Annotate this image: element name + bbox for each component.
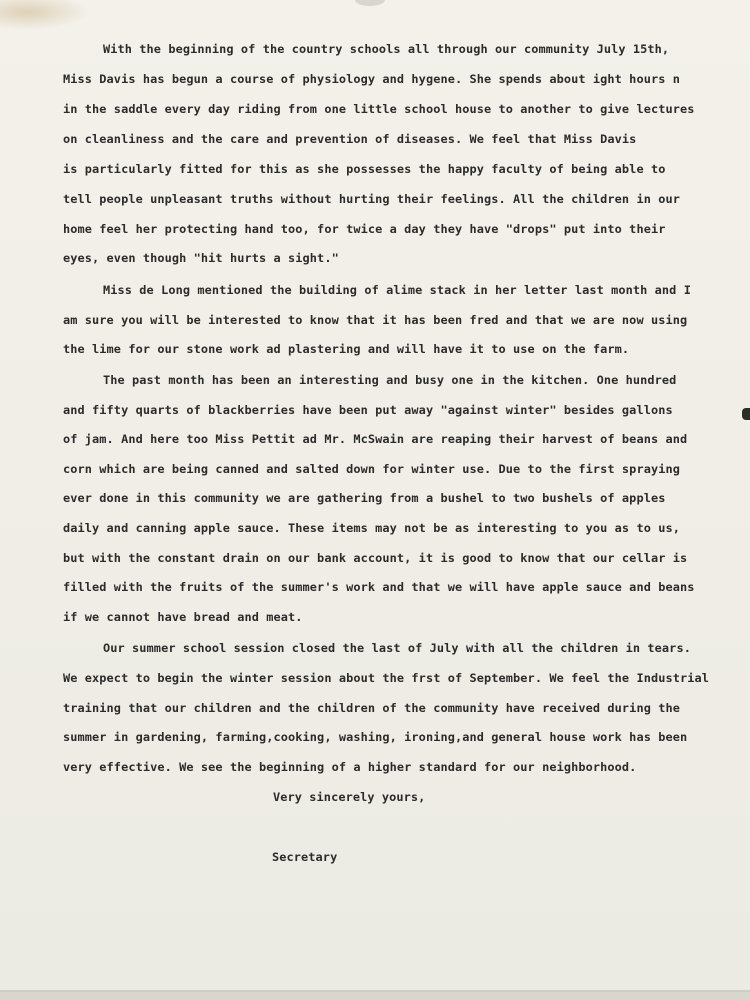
paragraph3-line-8: filled with the fruits of the summer's work and that we will have apple sauce and beans <box>63 580 695 594</box>
paragraph1-line-8: eyes, even though "hit hurts a sight." <box>63 251 339 265</box>
paragraph1-line-4: on cleanliness and the care and prevention of diseases. We feel that Miss Davis <box>63 132 637 146</box>
paragraph4-line-5: very effective. We see the beginning of a higher standard for our neighborhood. <box>63 760 637 774</box>
paragraph1-line-1: With the beginning of the country schools all through our community July 15th, <box>103 42 670 56</box>
paragraph3-line-6: daily and canning apple sauce. These items may not be as interesting to you as to us, <box>63 521 680 535</box>
paragraph2-line-3: the lime for our stone work ad plastering and will have it to use on the farm. <box>63 342 630 356</box>
paragraph4-line-1: Our summer school session closed the last of July with all the children in tears. <box>103 641 691 655</box>
paragraph3-line-9: if we cannot have bread and meat. <box>63 610 303 624</box>
paragraph2-line-2: am sure you will be interested to know that it has been fred and that we are now using <box>63 313 688 327</box>
paragraph3-line-5: ever done in this community we are gathering from a bushel to two bushels of apples <box>63 491 666 505</box>
paragraph4-line-3: training that our children and the children of the community have received during the <box>63 701 680 715</box>
paragraph1-line-3: in the saddle every day riding from one little school house to another to give lectures <box>63 102 695 116</box>
paragraph2-line-1: Miss de Long mentioned the building of alime stack in her letter last month and I <box>103 283 691 297</box>
paper-stain <box>0 0 90 30</box>
paragraph1-line-5: is particularly fitted for this as she possesses the happy faculty of being able to <box>63 162 666 176</box>
paragraph1-line-6: tell people unpleasant truths without hurting their feelings. All the children in our <box>63 192 680 206</box>
paragraph3-line-1: The past month has been an interesting and busy one in the kitchen. One hundred <box>103 373 677 387</box>
paragraph1-line-7: home feel her protecting hand too, for twice a day they have "drops" put into their <box>63 222 666 236</box>
paragraph4-line-2: We expect to begin the winter session about the frst of September. We feel the Industrial <box>63 671 710 685</box>
signature: Secretary <box>272 850 338 864</box>
paragraph3-line-3: of jam. And here too Miss Pettit ad Mr. McSwain are reaping their harvest of beans and <box>63 432 688 446</box>
edge-mark <box>742 408 750 420</box>
paragraph3-line-4: corn which are being canned and salted down for winter use. Due to the first spraying <box>63 462 680 476</box>
paragraph3-line-2: and fifty quarts of blackberries have been put away "against winter" besides gallons <box>63 403 673 417</box>
paper-tear <box>355 0 385 6</box>
paragraph1-line-2: Miss Davis has begun a course of physiology and hygene. She spends about ight hours n <box>63 72 680 86</box>
closing: Very sincerely yours, <box>273 790 426 804</box>
paragraph4-line-4: summer in gardening, farming,cooking, washing, ironing,and general house work has been <box>63 730 688 744</box>
paragraph3-line-7: but with the constant drain on our bank account, it is good to know that our cellar is <box>63 551 688 565</box>
